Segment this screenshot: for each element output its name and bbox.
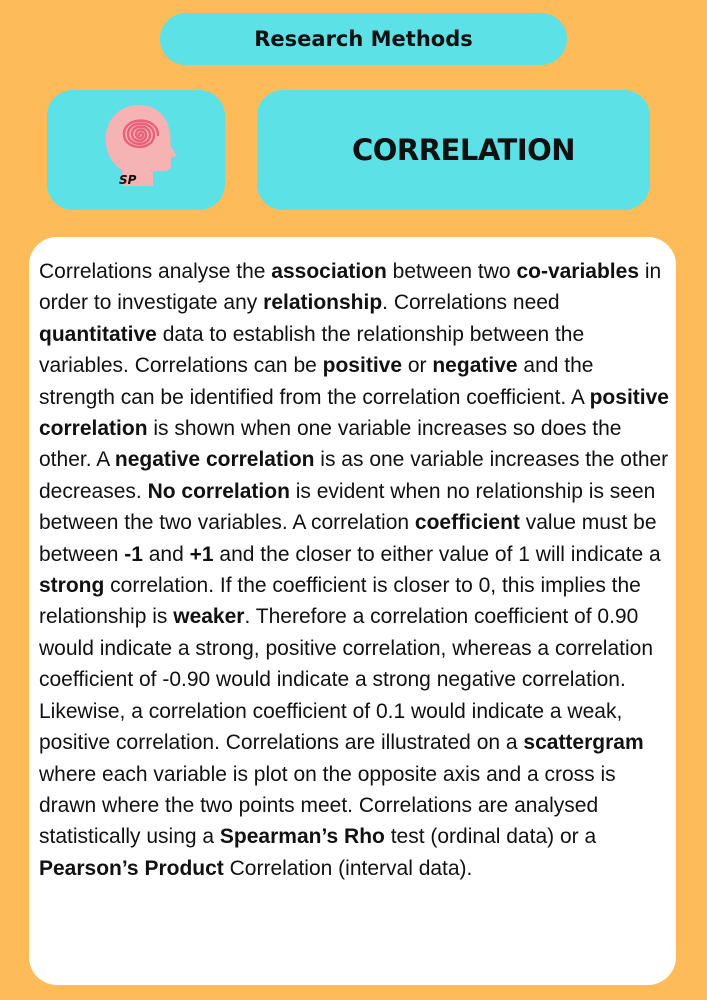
text-run: data to establish the relationship between the variables. Correlations can be <box>39 322 585 378</box>
bold-term: negative <box>432 354 518 378</box>
text-run: correlation. If the coefficient is closer to 0, this implies the relationship is <box>39 574 641 629</box>
text-run: and the closer to either value of 1 will indicate a <box>213 542 661 566</box>
text-run: between two <box>386 260 517 283</box>
text-run: or <box>402 354 433 378</box>
bold-term: strong <box>39 574 105 598</box>
bold-term: Spearman’s Rho <box>219 825 385 849</box>
bold-term: co-variables <box>516 260 640 283</box>
bold-term: negative correlation <box>114 448 315 472</box>
logo-initials: SP <box>119 173 137 187</box>
bold-term: -1 <box>124 542 143 566</box>
bold-term: +1 <box>189 542 214 566</box>
subject-header <box>160 13 567 65</box>
bold-term: positive correlation <box>39 385 669 441</box>
bold-term: relationship <box>263 291 383 315</box>
body-paragraph <box>39 256 669 884</box>
bold-term: association <box>271 260 387 283</box>
text-run: value must be between <box>39 511 657 566</box>
head-spiral-icon <box>47 90 225 210</box>
text-run: . Correlations need <box>382 291 560 315</box>
bold-term: quantitative <box>39 322 157 346</box>
bold-term: positive <box>322 354 403 378</box>
bold-term: Pearson’s Product <box>39 856 224 880</box>
text-run: Correlation (interval data). <box>223 856 473 880</box>
text-run: in order to investigate any <box>39 260 662 315</box>
text-run: test (ordinal data) or a <box>384 825 597 849</box>
text-run: . Therefore a correlation coefficient of 0.90 would indicate a strong, positive correlation, whereas a correlation coefficient of -0.90 would indicate a strong negative correlation. Likewise, a correlation coefficient of 0.1 would indicate a weak, positive correlation. Correlations are illustrated on a <box>39 605 653 755</box>
page-title: CORRELATION <box>351 133 576 167</box>
text-run: is as one variable increases the other decreases. <box>39 448 669 503</box>
text-run: and the strength can be identified from the correlation coefficient. A <box>39 354 594 409</box>
bold-term: weaker <box>173 605 245 629</box>
title-panel <box>257 90 650 210</box>
text-run: Correlations analyse the <box>39 260 272 283</box>
text-run: and <box>142 542 190 566</box>
bold-term: No correlation <box>147 479 290 503</box>
bold-term: scattergram <box>523 731 644 755</box>
bold-term: coefficient <box>414 511 520 535</box>
text-run: is shown when one variable increases so does the other. A <box>39 417 622 472</box>
text-run: where each variable is plot on the opposite axis and a cross is drawn where the two points meet. Correlations are analysed statistically using a <box>39 762 616 849</box>
logo-panel <box>47 90 225 210</box>
subject-label: Research Methods <box>254 27 473 51</box>
text-run: is evident when no relationship is seen between the two variables. A correlation <box>39 479 656 535</box>
